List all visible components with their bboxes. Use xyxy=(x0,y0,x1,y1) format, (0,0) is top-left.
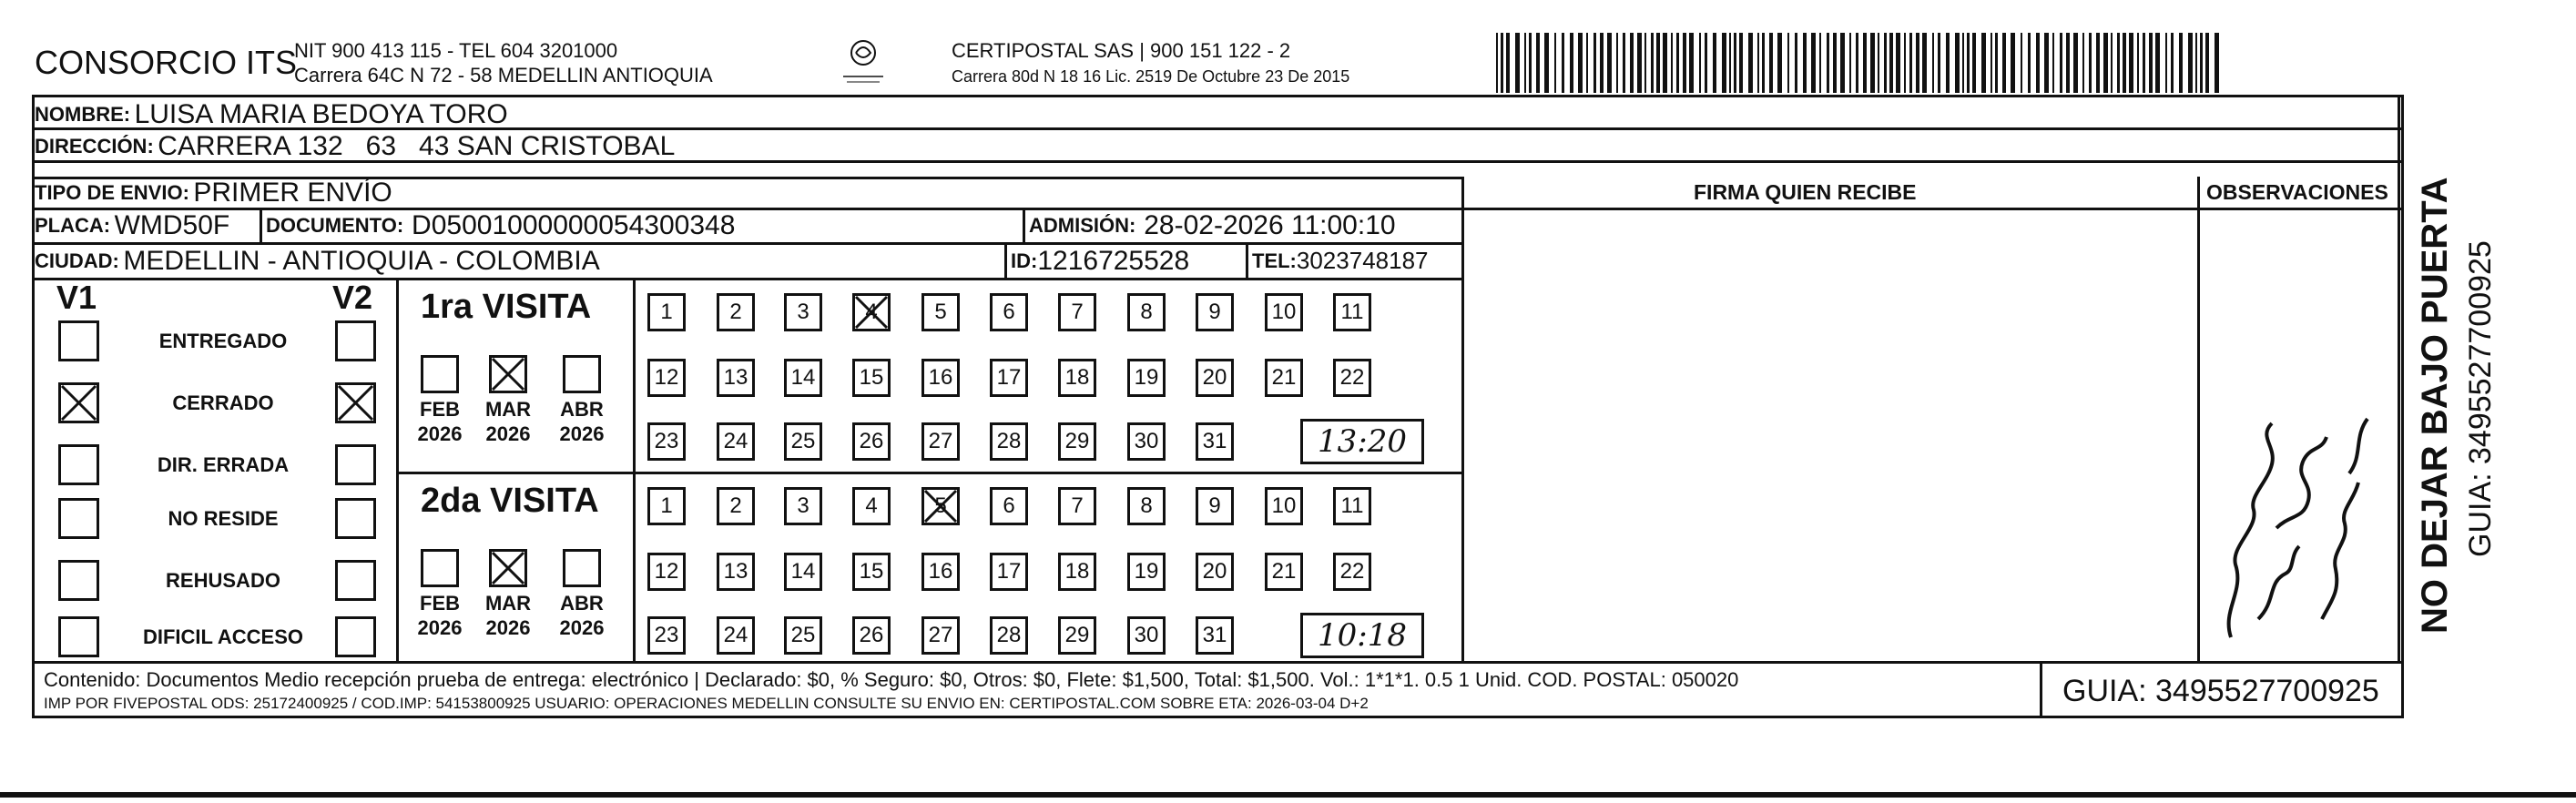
visit-1-title: 1ra VISITA xyxy=(421,288,592,326)
visit-1-day-27[interactable]: 27 xyxy=(921,422,960,461)
direccion-row xyxy=(35,130,675,162)
placa-value: WMD50F xyxy=(114,209,230,240)
visit-1-day-20[interactable]: 20 xyxy=(1196,359,1234,397)
company-address: Carrera 64C N 72 - 58 MEDELLIN ANTIOQUIA xyxy=(294,64,713,86)
visit-1-day-4[interactable]: 4 xyxy=(852,293,891,331)
visit-1-day-12[interactable]: 12 xyxy=(647,359,686,397)
visit-1-month-label-mar: MAR 2026 xyxy=(484,398,532,445)
v1-checkbox-1[interactable] xyxy=(58,382,99,423)
visit-1-month-label-abr: ABR 2026 xyxy=(559,398,605,445)
tel-value: 3023748187 xyxy=(1296,247,1429,274)
visit-2-day-12[interactable]: 12 xyxy=(647,553,686,591)
footer-guia: GUIA: 3495527700925 xyxy=(2062,674,2379,708)
v2-checkbox-3[interactable] xyxy=(335,498,376,539)
v2-checkbox-4[interactable] xyxy=(335,560,376,601)
visit-1-day-31[interactable]: 31 xyxy=(1196,422,1234,461)
tipo-row xyxy=(35,177,392,208)
visit-1-day-1[interactable]: 1 xyxy=(647,293,686,331)
courier-info: CERTIPOSTAL SAS | 900 151 122 - 2 xyxy=(952,39,1291,62)
visit-2-month-checkbox-mar[interactable] xyxy=(489,549,527,587)
side-warning: NO DEJAR BAJO PUERTA xyxy=(2415,177,2455,634)
visit-2-day-18[interactable]: 18 xyxy=(1058,553,1096,591)
company-nit-tel: NIT 900 413 115 - TEL 604 3201000 xyxy=(294,39,618,62)
status-label-1: CERRADO xyxy=(172,391,274,414)
visit-1-day-6[interactable]: 6 xyxy=(990,293,1028,331)
visit-1-day-26[interactable]: 26 xyxy=(852,422,891,461)
footer-impresion: IMP POR FIVEPOSTAL ODS: 25172400925 / COD.IMP: 54153800925 USUARIO: OPERACIONES MEDELLIN CONSULTE SU ENVIO EN: CERTIPOSTAL.COM SOBRE ETA: 2026-03-04 D+2 xyxy=(44,695,1369,712)
visit-2-day-3[interactable]: 3 xyxy=(784,487,822,525)
status-label-2: DIR. ERRADA xyxy=(157,453,290,476)
firma-header: FIRMA QUIEN RECIBE xyxy=(1694,180,1917,204)
visit-2-day-20[interactable]: 20 xyxy=(1196,553,1234,591)
visit-2-day-5[interactable]: 5 xyxy=(921,487,960,525)
v1-checkbox-5[interactable] xyxy=(58,616,99,657)
visit-1-day-10[interactable]: 10 xyxy=(1265,293,1303,331)
v1-checkbox-0[interactable] xyxy=(58,320,99,361)
courier-address: Carrera 80d N 18 16 Lic. 2519 De Octubre 23 De 2015 xyxy=(952,67,1350,86)
v2-checkbox-5[interactable] xyxy=(335,616,376,657)
visit-2-day-26[interactable]: 26 xyxy=(852,616,891,655)
admision-label: ADMISIÓN: xyxy=(1029,213,1136,237)
visit-1-day-23[interactable]: 23 xyxy=(647,422,686,461)
observaciones-header: OBSERVACIONES xyxy=(2206,180,2388,204)
visit-1-day-8[interactable]: 8 xyxy=(1127,293,1166,331)
v2-checkbox-1[interactable] xyxy=(335,382,376,423)
direccion-value: CARRERA 132 63 43 SAN CRISTOBAL xyxy=(158,130,676,161)
visit-2-day-21[interactable]: 21 xyxy=(1265,553,1303,591)
visit-2-day-22[interactable]: 22 xyxy=(1333,553,1371,591)
ciudad-row xyxy=(35,245,600,277)
id-row xyxy=(1011,245,1189,277)
visit-2-day-14[interactable]: 14 xyxy=(784,553,822,591)
nombre-label: NOMBRE: xyxy=(35,102,131,126)
visit-2-month-checkbox-feb[interactable] xyxy=(421,549,459,587)
visit-1-day-22[interactable]: 22 xyxy=(1333,359,1371,397)
id-value: 1216725528 xyxy=(1037,245,1190,276)
visit-1-month-checkbox-abr[interactable] xyxy=(563,355,601,393)
v2-header: V2 xyxy=(332,279,373,316)
visit-2-month-label-feb: FEB 2026 xyxy=(417,592,463,639)
visit-2-day-19[interactable]: 19 xyxy=(1127,553,1166,591)
visit-2-day-17[interactable]: 17 xyxy=(990,553,1028,591)
placa-label: PLACA: xyxy=(35,213,111,237)
company-name: CONSORCIO ITS xyxy=(35,44,298,81)
direccion-label: DIRECCIÓN: xyxy=(35,134,154,158)
visit-1-day-17[interactable]: 17 xyxy=(990,359,1028,397)
bottom-rule xyxy=(0,792,2576,798)
visit-2-month-label-abr: ABR 2026 xyxy=(559,592,605,639)
visit-2-day-13[interactable]: 13 xyxy=(717,553,755,591)
certipostal-logo xyxy=(834,35,892,89)
visit-1-day-13[interactable]: 13 xyxy=(717,359,755,397)
visit-1-day-30[interactable]: 30 xyxy=(1127,422,1166,461)
side-guia: GUIA: 3495527700925 xyxy=(2463,240,2498,557)
visit-2-day-30[interactable]: 30 xyxy=(1127,616,1166,655)
placa-row xyxy=(35,209,229,241)
visit-2-time[interactable]: 10:18 xyxy=(1300,613,1424,658)
visit-1-day-16[interactable]: 16 xyxy=(921,359,960,397)
visit-2-day-4[interactable]: 4 xyxy=(852,487,891,525)
visit-1-day-28[interactable]: 28 xyxy=(990,422,1028,461)
v1-checkbox-4[interactable] xyxy=(58,560,99,601)
visit-1-month-checkbox-feb[interactable] xyxy=(421,355,459,393)
ciudad-label: CIUDAD: xyxy=(35,249,119,272)
status-label-0: ENTREGADO xyxy=(158,330,288,352)
visit-1-day-21[interactable]: 21 xyxy=(1265,359,1303,397)
documento-row xyxy=(266,209,735,241)
visit-2-day-1[interactable]: 1 xyxy=(647,487,686,525)
visit-2-day-31[interactable]: 31 xyxy=(1196,616,1234,655)
visit-2-day-27[interactable]: 27 xyxy=(921,616,960,655)
handwritten-signature xyxy=(2204,346,2386,656)
visit-2-day-10[interactable]: 10 xyxy=(1265,487,1303,525)
tel-row xyxy=(1252,245,1429,277)
status-label-4: REHUSADO xyxy=(166,569,280,592)
visit-2-day-23[interactable]: 23 xyxy=(647,616,686,655)
nombre-row xyxy=(35,98,508,130)
tipo-label: TIPO DE ENVIO: xyxy=(35,180,189,204)
v1-header: V1 xyxy=(56,279,97,316)
v1-checkbox-2[interactable] xyxy=(58,444,99,485)
ciudad-value: MEDELLIN - ANTIOQUIA - COLOMBIA xyxy=(123,245,600,276)
visit-2-day-9[interactable]: 9 xyxy=(1196,487,1234,525)
visit-1-day-25[interactable]: 25 xyxy=(784,422,822,461)
status-label-3: NO RESIDE xyxy=(168,507,279,530)
visit-2-day-16[interactable]: 16 xyxy=(921,553,960,591)
visit-2-day-25[interactable]: 25 xyxy=(784,616,822,655)
visit-1-time[interactable]: 13:20 xyxy=(1300,419,1424,464)
documento-label: DOCUMENTO: xyxy=(266,213,404,237)
documento-value: D05001000000054300348 xyxy=(412,209,736,240)
visit-1-day-14[interactable]: 14 xyxy=(784,359,822,397)
visit-1-day-29[interactable]: 29 xyxy=(1058,422,1096,461)
visit-1-day-3[interactable]: 3 xyxy=(784,293,822,331)
id-label: ID: xyxy=(1011,249,1038,272)
visit-1-month-label-feb: FEB 2026 xyxy=(417,398,463,445)
visit-1-day-7[interactable]: 7 xyxy=(1058,293,1096,331)
tipo-value: PRIMER ENVÍO xyxy=(193,177,392,208)
visit-1-day-19[interactable]: 19 xyxy=(1127,359,1166,397)
barcode xyxy=(1496,33,2225,93)
visit-1-day-18[interactable]: 18 xyxy=(1058,359,1096,397)
nombre-value: LUISA MARIA BEDOYA TORO xyxy=(134,98,508,129)
visit-2-day-28[interactable]: 28 xyxy=(990,616,1028,655)
visit-2-day-15[interactable]: 15 xyxy=(852,553,891,591)
visit-2-day-29[interactable]: 29 xyxy=(1058,616,1096,655)
visit-2-day-7[interactable]: 7 xyxy=(1058,487,1096,525)
visit-2-day-6[interactable]: 6 xyxy=(990,487,1028,525)
visit-1-day-2[interactable]: 2 xyxy=(717,293,755,331)
visit-1-month-checkbox-mar[interactable] xyxy=(489,355,527,393)
visit-2-day-11[interactable]: 11 xyxy=(1333,487,1371,525)
visit-2-title: 2da VISITA xyxy=(421,482,599,520)
v2-checkbox-2[interactable] xyxy=(335,444,376,485)
footer-contenido: Contenido: Documentos Medio recepción prueba de entrega: electrónico | Declarado: $0, % Seguro: $0, Otros: $0, Flete: $1,500, Total: $1,500. Vol.: 1*1*1. 0.5 1 Unid. COD. POSTAL: 050020 xyxy=(44,668,1739,691)
visit-2-day-24[interactable]: 24 xyxy=(717,616,755,655)
tel-label: TEL: xyxy=(1252,249,1297,272)
v1-checkbox-3[interactable] xyxy=(58,498,99,539)
visit-1-day-15[interactable]: 15 xyxy=(852,359,891,397)
visit-1-day-5[interactable]: 5 xyxy=(921,293,960,331)
admision-row xyxy=(1029,209,1396,241)
visit-2-month-checkbox-abr[interactable] xyxy=(563,549,601,587)
visit-2-day-2[interactable]: 2 xyxy=(717,487,755,525)
visit-2-month-label-mar: MAR 2026 xyxy=(484,592,532,639)
status-label-5: DIFICIL ACCESO xyxy=(142,625,303,648)
visit-2-day-8[interactable]: 8 xyxy=(1127,487,1166,525)
visit-1-day-9[interactable]: 9 xyxy=(1196,293,1234,331)
admision-value: 28-02-2026 11:00:10 xyxy=(1144,209,1396,240)
visit-1-day-11[interactable]: 11 xyxy=(1333,293,1371,331)
v2-checkbox-0[interactable] xyxy=(335,320,376,361)
visit-1-day-24[interactable]: 24 xyxy=(717,422,755,461)
